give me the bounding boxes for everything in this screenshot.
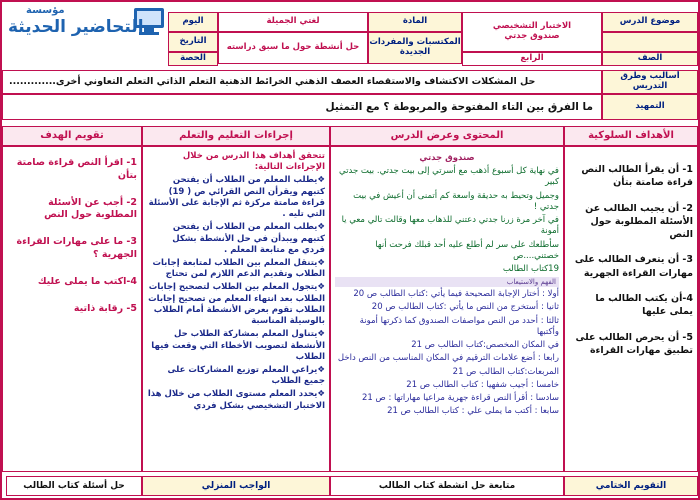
procedure-text: يطلب المعلم من الطلاب أن يفتحن كتبهم ويبدأن في حل الأنشطة بشكل فردي مع متابعة المعلم . [172,222,325,255]
subject-value: لغتي الجميلة [218,12,368,32]
evaluation-column [2,146,142,472]
objective-item: 2- أن يجيب الطالب عن الأسئلة المطلوبة حول النص [585,202,693,241]
procedure-item [143,222,329,256]
question-line: سابعا : أكتب ما يملى علي : كتاب الطالب ص 21 [387,406,559,417]
procedure-item [143,329,329,363]
evaluation-header: تقويم الهدف [2,126,142,146]
date-label: التاريخ [168,32,218,52]
question-line: ثانيا : أستخرج من النص ما يأتي :كتاب الطالب ص 20 [371,302,559,313]
story-line: 19كتاب الطالب [502,263,559,274]
objective-item: 1- أن يقرأ الطالب النص قراءة صامتة بتأن [581,164,693,189]
question-line: أولا : أختار الإجابة الصحيحة فيما يأتي :كتاب الطالب ص 20 [353,289,559,300]
check-icon: ❖ [317,389,325,400]
homework-value: حل أسئلة كتاب الطالب [6,476,142,496]
methods-value: حل المشكلات الاكتشاف والاستقصاء العصف الذهني الخرائط الذهنية التعلم الذاتي التعلم التعاوني أخرى............. [2,70,602,94]
closing-label: التقويم الختامي [564,476,698,496]
check-icon: ❖ [317,222,325,233]
test-title: الاختبار التشخيصي [492,21,572,32]
objective-item: 4-أن يكتب الطالب ما يملى عليها [595,293,693,318]
story-line: وجميل وتحيط به حديقة واسعة كم أتمنى أن أعيش في بيت جدتي ! [353,190,559,212]
question-line: ثالثا : أحدد من النص مواصفات الصندوق كما ذكرتها أمونة وأكتبها [359,315,559,337]
story-line: في نهاية كل أسبوع أذهب مع أسرتي إلى بيت جدتي. بيت جدتي كبير [339,166,559,188]
question-line: المربعات:كتاب الطالب ص 21 [452,366,559,377]
objective-item: 5- أن يحرص الطالب على تطبيق مهارات القراءة [575,331,693,356]
evaluation-item: 4-اكتب ما يملى عليك [37,275,137,287]
procedure-text: يتناول المعلم بمشاركة الطلاب حل الأنشطة لتصويب الأخطاء التي وقعت فيها الطلاب [151,329,325,362]
procedure-text: يراعي المعلم توزيع المشاركات على جميع الطلاب [167,364,325,387]
period-label: الحصة [168,52,218,66]
day-label: اليوم [168,12,218,32]
check-icon: ❖ [317,282,325,293]
check-icon: ❖ [317,364,325,375]
procedure-text: يتنقل المعلم بين الطلاب لمتابعة إجابات الطلاب وتقديم الدعم اللازم لمن تحتاج [152,257,325,280]
story-line: في آخر مرة زرنا جدتي دعتني للذهاب معها وقالت تالي معي يا أمونة [341,215,559,237]
procedure-item [143,365,329,387]
evaluation-item: 3- ما على مهارات القراءة الجهرية ؟ [16,236,137,261]
objectives-column [564,146,698,472]
evaluation-item: 2- أجب عن الأسئلة المطلوبة حول النص [44,196,137,221]
evaluation-item: 5- رقابة ذاتية [73,302,137,314]
evaluation-item: 1- اقرأ النص قراءة صامتة بتأن [16,157,137,181]
prior-value: حل أنشطة حول ما سبق دراسته [218,32,368,64]
methods-label: أساليب وطرق التدريس [602,70,698,94]
procedure-text: يتجول المعلم بين الطلاب لتصحيح إجابات الطلاب بعد انتهاء المعلم من تصحيح إجابات الطلاب تقوم بعرض الأنشطة أمام الطلاب بالوسيلة المناسبة [148,282,325,327]
check-icon: ❖ [317,329,325,340]
subject-label: المادة [368,12,462,32]
questions-heading: الفهم والاستيعاب [335,277,559,287]
story-line: سأطلعك على سر لم أطلع عليه أحد قبلك فرحت أنها خصتني....ص [375,239,559,261]
intro-value: ما الفرق بين التاء المفتوحة والمربوطة ؟ مع التمثيل [2,94,602,120]
content-header: المحتوى وعرض الدرس [330,126,564,146]
question-line: سادسا : أقرأ النص قراءة جهرية مراعيا مهاراتها : ص 21 [361,392,559,403]
procedure-item [143,389,329,411]
check-icon: ❖ [317,257,325,268]
procedures-intro: تتحقق أهداف هذا الدرس من خلال الإجراءات التالية: [182,151,325,173]
question-line: رابعا : أضع علامات الترقيم في المكان المناسب من النص داخل [337,353,559,364]
objective-item: 3- أن يتعرف الطالب على مهارات القراءة الجهرية [574,254,693,279]
objectives-header: الأهداف السلوكية [564,126,698,146]
closing-value: متابعة حل انشطة كتاب الطالب [330,476,564,496]
class-label: الصف [602,52,698,66]
class-value: الرابع [462,52,602,66]
topic-spacer [602,32,698,52]
logo-top-text: مؤسسة [26,5,65,16]
procedure-item [143,258,329,280]
question-line: خامسا : أجيب شفهيا : كتاب الطالب ص 21 [406,379,559,390]
check-icon: ❖ [317,175,325,186]
test-subtitle: صندوق جدتي [504,31,560,41]
content-column [330,146,564,472]
intro-label: التمهيد [602,94,698,120]
procedure-text: يحدد المعلم مستوى الطلاب من خلال هذا الاختبار التشخيصي بشكل فردي [147,389,325,411]
question-line: في المكان المخصص:كتاب الطالب ص 21 [411,340,559,351]
institution-logo [6,5,174,43]
procedure-item [143,282,329,327]
homework-label: الواجب المنزلي [142,476,330,496]
procedures-header: إجراءات التعليم والتعلم [142,126,330,146]
procedure-item [143,175,329,220]
procedures-column [142,146,330,472]
prior-label: المكتسبات والمفردات الجديدة [368,32,462,64]
topic-label: موضوع الدرس [602,12,698,32]
logo-main-text: التحاضير الحديثة [8,17,144,37]
story-title: صندوق جدتي [419,153,475,163]
procedure-text: يطلب المعلم من الطلاب أن يفتحن كتبهم ويقرأن النص القرائي ص ( 19) قراءة صامتة مركزة ثم الإجابة على الأسئلة التي تليه . [148,175,325,220]
